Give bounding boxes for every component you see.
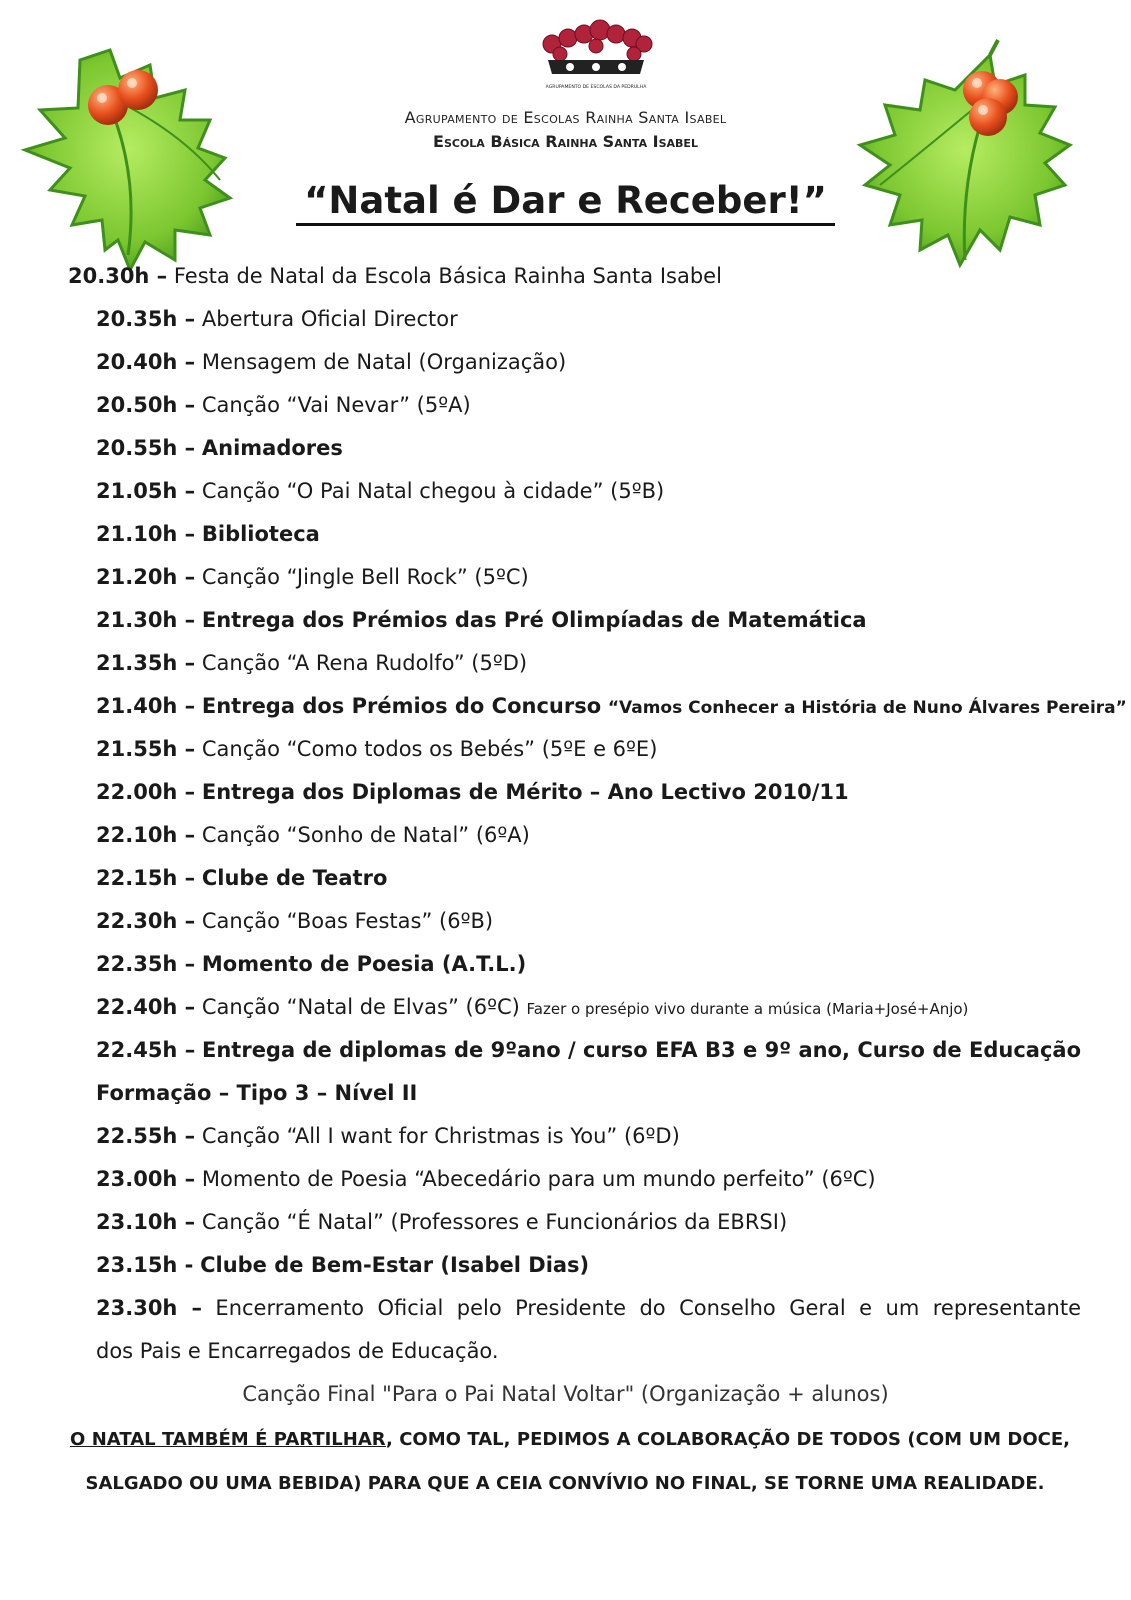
program-item: 21.10h – Biblioteca bbox=[96, 522, 320, 546]
program-item: 20.50h – Canção “Vai Nevar” (5ºA) bbox=[96, 393, 471, 417]
footer-notice-line2: SALGADO OU UMA BEBIDA) PARA QUE A CEIA CONVÍVIO NO FINAL, SE TORNE UMA REALIDADE. bbox=[85, 1473, 1045, 1494]
program-item: 23.00h – Momento de Poesia “Abecedário para um mundo perfeito” (6ºC) bbox=[96, 1167, 876, 1191]
program-item: 22.55h – Canção “All I want for Christmas is You” (6ºD) bbox=[96, 1124, 680, 1148]
school-name: Escola Básica Rainha Santa Isabel bbox=[433, 132, 698, 151]
program-item: 21.20h – Canção “Jingle Bell Rock” (5ºC) bbox=[96, 565, 529, 589]
program-item: 22.40h – Canção “Natal de Elvas” (6ºC) Fazer o presépio vivo durante a música (Maria+José+Anjo) bbox=[96, 995, 969, 1019]
program-item: 21.30h – Entrega dos Prémios das Pré Olimpíadas de Matemática bbox=[96, 608, 867, 632]
program-item: 22.35h – Momento de Poesia (A.T.L.) bbox=[96, 952, 527, 976]
program-item: 20.35h – Abertura Oficial Director bbox=[96, 307, 458, 331]
program-item: 22.00h – Entrega dos Diplomas de Mérito – Ano Lectivo 2010/11 bbox=[96, 780, 849, 804]
program-item: 23.30h – Encerramento Oficial pelo Presidente do Conselho Geral e um representante bbox=[96, 1296, 1081, 1320]
school-logo bbox=[538, 16, 654, 96]
footer-notice-line1: O NATAL TAMBÉM É PARTILHAR, COMO TAL, PEDIMOS A COLABORAÇÃO DE TODOS (COM UM DOCE, bbox=[70, 1429, 1070, 1450]
program-item: 20.30h – Festa de Natal da Escola Básica Rainha Santa Isabel bbox=[68, 264, 722, 288]
program-item: 20.55h – Animadores bbox=[96, 436, 343, 460]
program-item: 23.15h - Clube de Bem-Estar (Isabel Dias) bbox=[96, 1253, 590, 1277]
logo-caption: AGRUPAMENTO DE ESCOLAS DA PEDRULHA bbox=[545, 85, 647, 90]
program-item-continuation: Formação – Tipo 3 – Nível II bbox=[96, 1081, 418, 1105]
program-item: 20.40h – Mensagem de Natal (Organização) bbox=[96, 350, 567, 374]
holly-right-icon bbox=[840, 35, 1090, 285]
program-item: 22.10h – Canção “Sonho de Natal” (6ºA) bbox=[96, 823, 530, 847]
program-item: 22.30h – Canção “Boas Festas” (6ºB) bbox=[96, 909, 494, 933]
program-item: 23.10h – Canção “É Natal” (Professores e Funcionários da EBRSI) bbox=[96, 1210, 788, 1234]
page-title: “Natal é Dar e Receber!” bbox=[0, 178, 1131, 224]
organization-name: Agrupamento de Escolas Rainha Santa Isabel bbox=[404, 108, 727, 127]
program-item: 21.40h – Entrega dos Prémios do Concurso “Vamos Conhecer a História de Nuno Álvares Pereira” bbox=[96, 694, 1127, 718]
program-item: 21.55h – Canção “Como todos os Bebés” (5ºE e 6ºE) bbox=[96, 737, 658, 761]
program-item: 22.15h – Clube de Teatro bbox=[96, 866, 388, 890]
program-item: 21.35h – Canção “A Rena Rudolfo” (5ºD) bbox=[96, 651, 528, 675]
program-item: 22.45h – Entrega de diplomas de 9ºano / curso EFA B3 e 9º ano, Curso de Educação bbox=[96, 1038, 1081, 1062]
program-item-continuation: dos Pais e Encarregados de Educação. bbox=[96, 1339, 499, 1363]
program-item: 21.05h – Canção “O Pai Natal chegou à cidade” (5ºB) bbox=[96, 479, 665, 503]
final-song: Canção Final "Para o Pai Natal Voltar" (Organização + alunos) bbox=[242, 1382, 889, 1406]
